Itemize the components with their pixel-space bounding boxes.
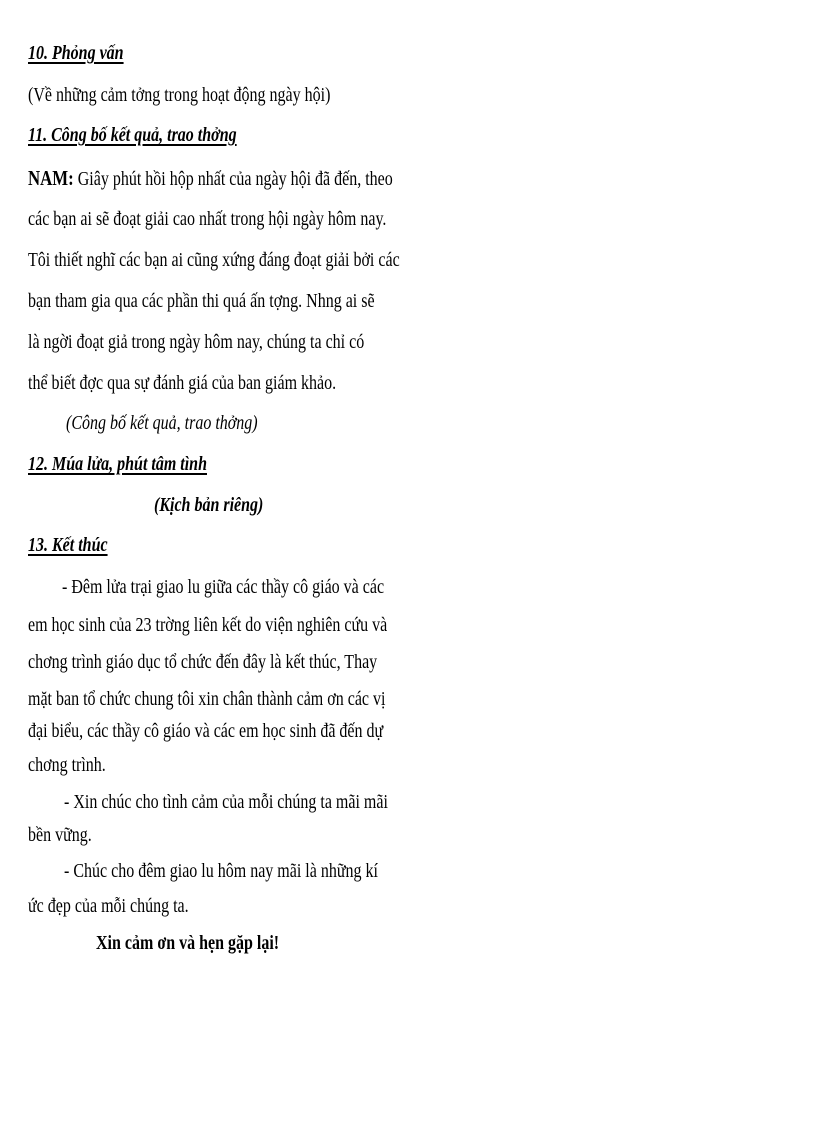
- section-13-line-5: chơng trình.: [28, 754, 106, 776]
- section-13-line-1: em học sinh của 23 trờng liên kết do viện nghiên cứu và: [28, 614, 388, 636]
- section-11-line-2: Tôi thiết nghĩ các bạn ai cũng xứng đáng đoạt giải bởi các: [28, 249, 400, 271]
- closing-line: Xin cảm ơn và hẹn gặp lại!: [96, 932, 280, 954]
- section-11-line-0: [28, 165, 393, 192]
- section-10-note: (Về những cảm tởng trong hoạt động ngày hội): [28, 84, 331, 106]
- section-12-note: (Kịch bản riêng): [154, 494, 264, 516]
- section-13-line-7: bền vững.: [28, 824, 92, 846]
- section-11-stage-note: (Công bố kết quả, trao thởng): [66, 412, 258, 434]
- speaker-label: NAM:: [28, 166, 74, 190]
- section-11-line-3: bạn tham gia qua các phần thi quá ấn tợng. Nhng ai sẽ: [28, 290, 375, 312]
- section-13-line-3: mặt ban tổ chức chung tôi xin chân thành cảm ơn các vị: [28, 688, 386, 710]
- section-10-heading: 10. Phỏng vấn: [28, 42, 124, 64]
- section-11-heading: 11. Công bố kết quả, trao thởng: [28, 124, 237, 146]
- section-13-line-4: đại biểu, các thầy cô giáo và các em học sinh đã đến dự: [28, 720, 384, 742]
- section-13-line-6: - Xin chúc cho tình cảm của mỗi chúng ta mãi mãi: [64, 791, 388, 813]
- section-11-line-4: là ngời đoạt giả trong ngày hôm nay, chúng ta chỉ có: [28, 331, 365, 353]
- section-12-heading: 12. Múa lửa, phút tâm tình: [28, 453, 207, 475]
- section-11-line-5: thể biết đợc qua sự đánh giá của ban giám khảo.: [28, 372, 337, 394]
- dialogue-text: Giây phút hồi hộp nhất của ngày hội đã đến, theo: [77, 168, 393, 190]
- section-13-heading: 13. Kết thúc: [28, 534, 108, 556]
- section-11-line-1: các bạn ai sẽ đoạt giải cao nhất trong hội ngày hôm nay.: [28, 208, 387, 230]
- section-13-line-2: chơng trình giáo dục tổ chức đến đây là kết thúc, Thay: [28, 651, 378, 673]
- section-13-line-9: ức đẹp của mỗi chúng ta.: [28, 895, 189, 917]
- section-13-line-8: - Chúc cho đêm giao lu hôm nay mãi là những kí: [64, 860, 378, 882]
- section-13-line-0: - Đêm lửa trại giao lu giữa các thầy cô giáo và các: [62, 576, 385, 598]
